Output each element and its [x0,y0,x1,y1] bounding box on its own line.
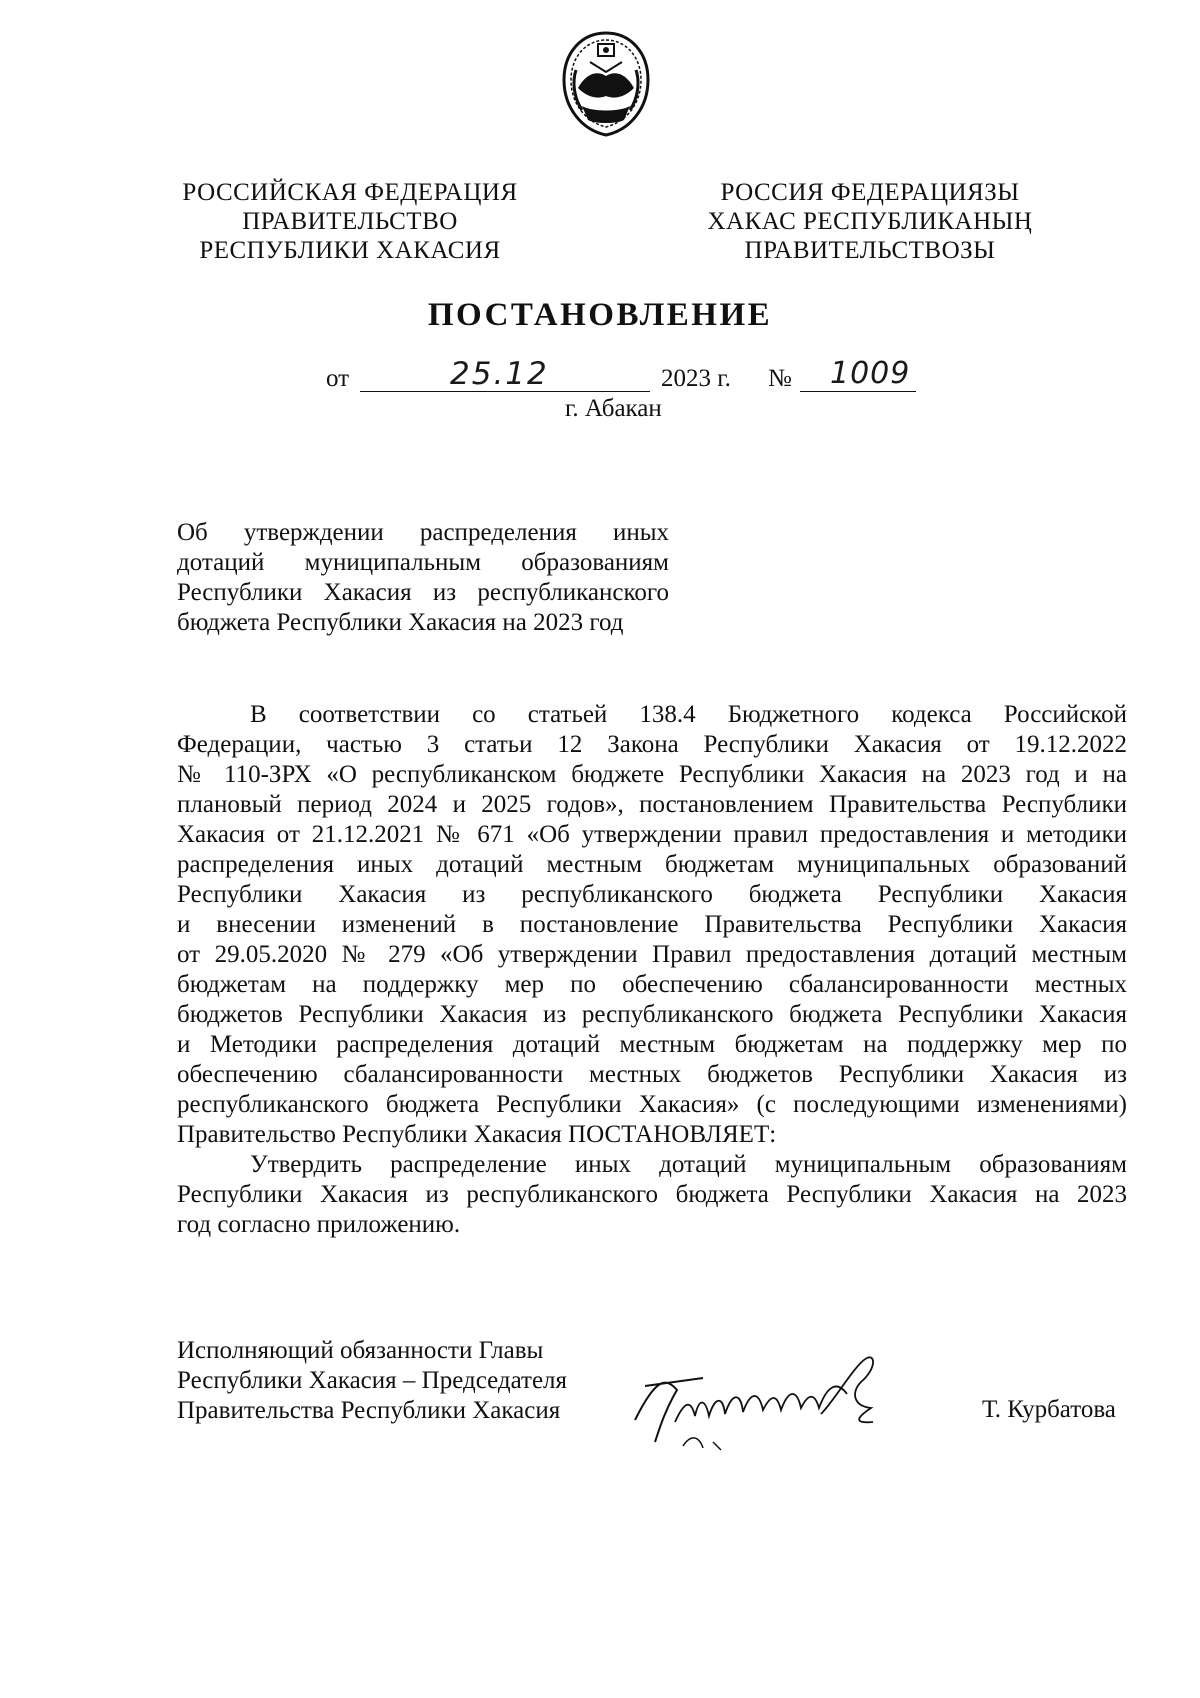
signatory-name: Т. Курбатова [982,1396,1116,1423]
header-right-line: ХАКАС РЕСПУБЛИКАНЫҢ [707,208,1033,235]
body-line: и внесении изменений в постановление Правительства Республики Хакасия [177,911,1127,938]
body-line: республиканского бюджета Республики Хакасия» (с последующими изменениями) [177,1091,1127,1118]
body-line: Утвердить распределение иных дотаций муниципальным образованиям [250,1151,1127,1178]
header-left-line: ПРАВИТЕЛЬСТВО [242,208,458,235]
document-title: ПОСТАНОВЛЕНИЕ [427,297,773,333]
body-line: плановый период 2024 и 2025 годов», постановлением Правительства Республики [177,791,1127,818]
body-line: год согласно приложению. [177,1211,461,1238]
number-underline [800,391,916,392]
subject-line: дотаций муниципальным образованиям [177,549,669,576]
handwritten-number: 1009 [830,356,911,391]
signatory-position-line: Исполняющий обязанности Главы [177,1337,544,1364]
body-line: № 110-ЗРХ «О республиканском бюджете Республики Хакасия на 2023 год и на [177,761,1127,788]
header-right [705,178,1035,265]
handwritten-date: 25.12 [450,356,549,392]
header-left-line: РЕСПУБЛИКИ ХАКАСИЯ [199,237,501,264]
body-text [177,700,1127,1240]
signatory-position-line: Правительства Республики Хакасия [177,1397,561,1424]
date-year: 2023 г. [661,365,731,392]
date-prefix: от [326,365,350,392]
subject-line: Об утверждении распределения иных [177,519,669,546]
body-line: от 29.05.2020 № 279 «Об утверждении Правил предоставления дотаций местным [177,941,1127,968]
signatory-position-line: Республики Хакасия – Председателя [177,1367,568,1394]
body-line: Республики Хакасия из республиканского бюджета Республики Хакасия на 2023 [177,1181,1127,1208]
date-number-line [0,356,1200,400]
header-right-line: РОССИЯ ФЕДЕРАЦИЯЗЫ [720,179,1020,206]
body-line: распределения иных дотаций местным бюджетам муниципальных образований [177,851,1127,878]
body-line: бюджетам на поддержку мер по обеспечению сбалансированности местных [177,971,1127,998]
city: г. Абакан [565,395,662,422]
body-line: обеспечению сбалансированности местных бюджетов Республики Хакасия из [177,1061,1127,1088]
subject-line: Республики Хакасия из республиканского [177,579,669,606]
body-line: бюджетов Республики Хакасия из республиканского бюджета Республики Хакасия [177,1001,1127,1028]
header-right-line: ПРАВИТЕЛЬСТВОЗЫ [744,237,996,264]
header-left-line: РОССИЙСКАЯ ФЕДЕРАЦИЯ [182,179,518,206]
body-line: Республики Хакасия из республиканского бюджета Республики Хакасия [177,881,1127,908]
coat-of-arms-icon [560,30,652,138]
header-left [170,178,530,265]
body-line: В соответствии со статьей 138.4 Бюджетного кодекса Российской [250,701,1127,728]
body-line: Правительство Республики Хакасия ПОСТАНОВЛЯЕТ: [177,1121,777,1148]
body-line: и Методики распределения дотаций местным бюджетам на поддержку мер по [177,1031,1127,1058]
subject-block [177,518,669,638]
number-sign: № [768,365,792,392]
signatory-position [177,1336,567,1426]
handwritten-signature-icon [625,1350,925,1460]
body-line: Хакасия от 21.12.2021 № 671 «Об утверждении правил предоставления и методики [177,821,1127,848]
body-line: Федерации, частью 3 статьи 12 Закона Республики Хакасия от 19.12.2022 [177,731,1127,758]
subject-line: бюджета Республики Хакасия на 2023 год [177,609,624,636]
